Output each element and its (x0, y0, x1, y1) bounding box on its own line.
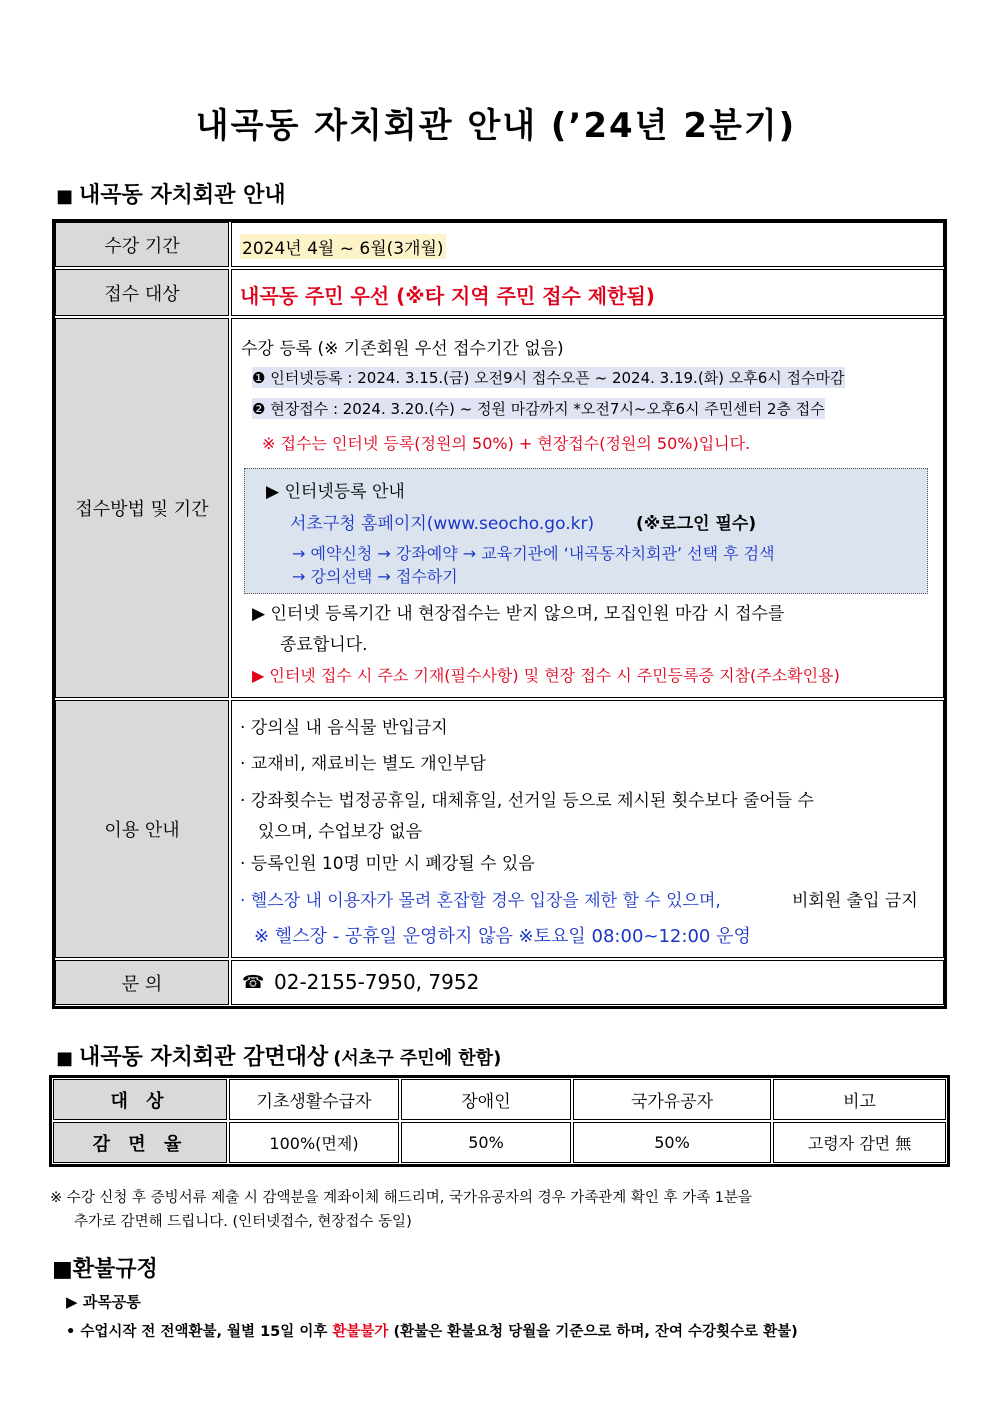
refund-subheading: ▶ 과목공통 (66, 1293, 141, 1311)
section-title: 내곡동 자치회관 감면대상 (79, 1045, 329, 1070)
usage-line-holidays: · 강좌횟수는 법정공휴일, 대체휴일, 선거일 등으로 제시된 횟수보다 줄어들 수 (240, 791, 814, 811)
refund-rule-post: (환불은 환불요청 당월을 기준으로 하며, 잔여 수강횟수로 환불) (388, 1324, 798, 1340)
usage-label: 이용 안내 (55, 700, 229, 958)
target-cell (231, 269, 944, 316)
refund-rule-pre: • 수업시작 전 전액환불, 월별 15일 이후 (66, 1324, 333, 1340)
section-heading-discount (56, 1040, 501, 1071)
page-title: 내곡동 자치회관 안내 (’24년 2분기) (195, 106, 797, 146)
usage-line-holidays-cont: 있으며, 수업보강 없음 (258, 822, 423, 842)
section-subtitle: (서초구 주민에 한함) (333, 1048, 502, 1069)
discount-rate-label: 감 면 율 (53, 1122, 227, 1163)
section-title: 내곡동 자치회관 안내 (79, 183, 286, 208)
usage-line-min-enrollment: · 등록인원 10명 미만 시 폐강될 수 있음 (240, 854, 535, 874)
usage-line-gym-limit: · 헬스장 내 이용자가 몰려 혼잡할 경우 입장을 제한 할 수 있으며, (240, 891, 721, 911)
period-cell (231, 222, 944, 267)
registration-heading: 수강 등록 (※ 기존회원 우선 접수기간 없음) (241, 339, 564, 359)
usage-line-nonmember: 비회원 출입 금지 (792, 891, 918, 911)
period-label: 수강 기간 (55, 222, 229, 267)
discount-rate-disabled: 50% (401, 1122, 571, 1163)
usage-line-food: · 강의실 내 음식물 반입금지 (240, 718, 448, 738)
onsite-restriction-note: ▶ 인터넷 등록기간 내 현장접수는 받지 않으며, 모집인원 마감 시 접수를 (252, 604, 785, 624)
guide-heading: ▶ 인터넷등록 안내 (266, 482, 405, 502)
contact-label: 문 의 (55, 960, 229, 1005)
usage-line-gym-hours: ※ 헬스장 - 공휴일 운영하지 않음 ※토요일 08:00~12:00 운영 (254, 926, 751, 947)
discount-header-note: 비고 (773, 1079, 946, 1120)
refund-heading: ■환불규정 (52, 1257, 158, 1282)
discount-rate-note: 고령자 감면 無 (773, 1122, 946, 1163)
target-label: 접수 대상 (55, 269, 229, 316)
discount-rate-veteran: 50% (573, 1122, 771, 1163)
discount-header-basic: 기초생활수급자 (229, 1079, 399, 1120)
square-bullet-icon: ■ (56, 1048, 74, 1069)
period-value: 2024년 4월 ~ 6월(3개월) (240, 234, 446, 259)
contact-cell (231, 960, 944, 1005)
discount-header-target: 대 상 (53, 1079, 227, 1120)
quota-note: ※ 접수는 인터넷 등록(정원의 50%) + 현장접수(정원의 50%)입니다. (262, 434, 751, 453)
refund-rule-no-refund: 환불불가 (332, 1324, 389, 1340)
method-label: 접수방법 및 기간 (55, 318, 229, 698)
guide-step-2: → 강의선택 → 접수하기 (292, 567, 458, 586)
discount-header-veteran: 국가유공자 (573, 1079, 771, 1120)
onsite-registration-line: ❷ 현장접수 : 2024. 3.20.(수) ~ 정원 마감까지 *오전7시~오후6시 주민센터 2층 접수 (252, 400, 825, 418)
internet-registration-line: ❶ 인터넷등록 : 2024. 3.15.(금) 오전9시 접수오픈 ~ 2024. 3.19.(화) 오후6시 접수마감 (252, 369, 845, 387)
phone-icon: ☎ (242, 972, 265, 993)
target-value: 내곡동 주민 우선 (※타 지역 주민 접수 제한됨) (240, 284, 655, 308)
refund-rule-line (66, 1320, 798, 1341)
address-requirement-note: ▶ 인터넷 접수 시 주소 기재(필수사항) 및 현장 접수 시 주민등록증 지참(주소확인용) (252, 666, 840, 685)
discount-note-2: 추가로 감면해 드립니다. (인터넷접수, 현장접수 동일) (74, 1214, 412, 1230)
discount-rate-basic: 100%(면제) (229, 1122, 399, 1163)
guide-step-1: → 예약신청 → 강좌예약 → 교육기관에 ‘내곡동자치회관’ 선택 후 검색 (292, 544, 775, 563)
square-bullet-icon: ■ (56, 186, 74, 207)
onsite-restriction-note-cont: 종료합니다. (280, 635, 368, 655)
login-required-note: (※로그인 필수) (636, 514, 757, 534)
contact-phone: 02-2155-7950, 7952 (274, 970, 480, 994)
homepage-link[interactable]: 서초구청 홈페이지(www.seocho.go.kr) (290, 514, 595, 534)
usage-line-materials: · 교재비, 재료비는 별도 개인부담 (240, 754, 486, 774)
discount-header-disabled: 장애인 (401, 1079, 571, 1120)
section-heading-info (56, 178, 286, 209)
discount-note-1: ※ 수강 신청 후 증빙서류 제출 시 감액분을 계좌이체 해드리며, 국가유공자의 경우 가족관계 확인 후 가족 1분을 (50, 1190, 753, 1206)
